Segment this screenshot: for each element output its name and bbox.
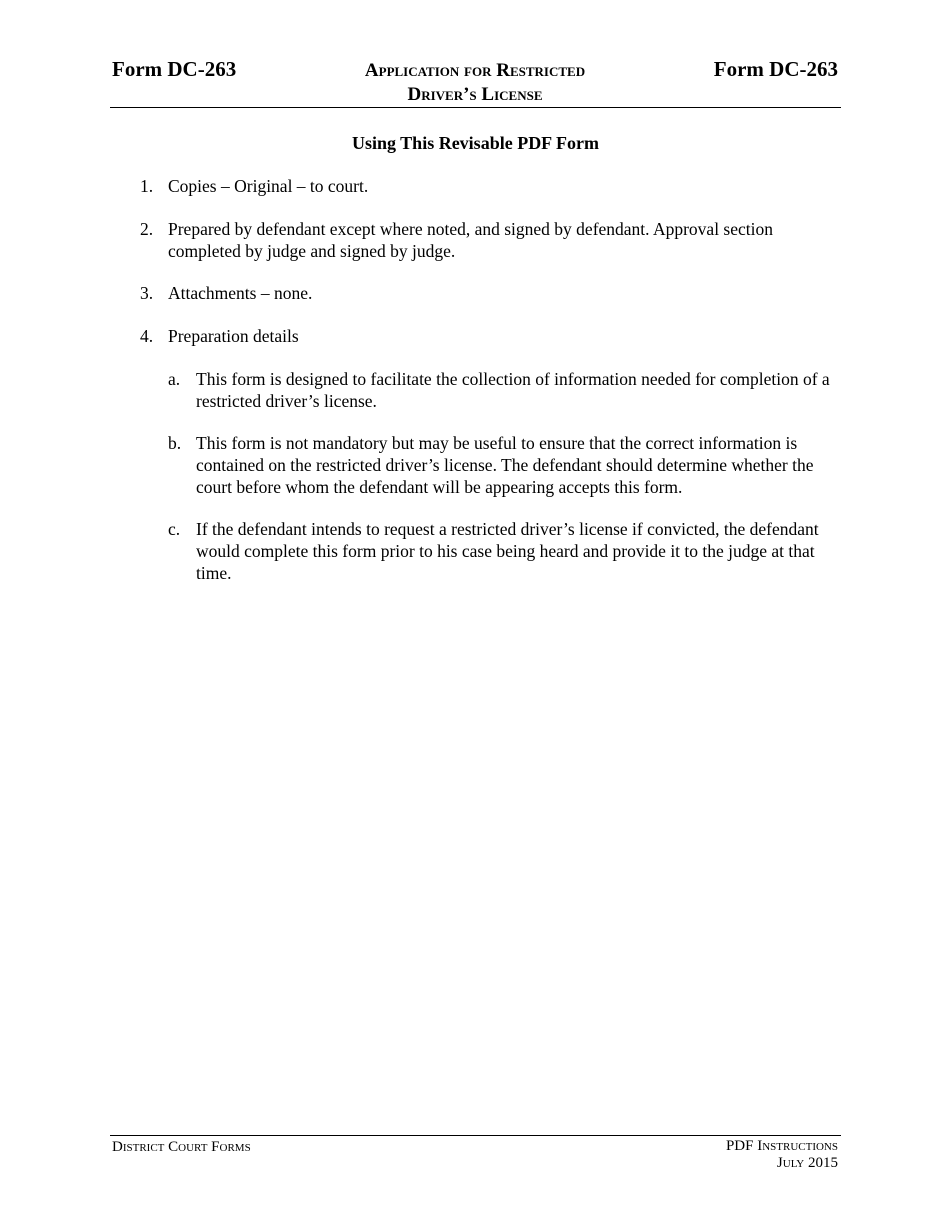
footer-divider <box>110 1135 841 1136</box>
list-item-number: 1. <box>140 176 154 196</box>
list-item-1 <box>140 175 840 197</box>
form-title-line-1: Application for Restricted <box>364 60 586 81</box>
sub-item-text: This form is not mandatory but may be useful to ensure that the correct information is contained on the restricted driver’s license. The defendant should determine whether the court before whom the defendant will be appearing accepts this form. <box>196 433 814 497</box>
section-title: Using This Revisable PDF Form <box>351 133 599 153</box>
footer-right-line-1: PDF Instructions <box>725 1138 838 1154</box>
form-number-left: Form DC-263 <box>112 57 237 81</box>
form-number-right: Form DC-263 <box>713 57 838 81</box>
sub-item-letter: a. <box>168 369 181 389</box>
form-title <box>275 59 675 107</box>
footer-right-line-2: July 2015 <box>776 1155 838 1171</box>
sub-item-letter: b. <box>168 433 182 453</box>
sub-item-text: This form is designed to facilitate the collection of information needed for completion of a restricted driver’s license. <box>196 369 830 411</box>
list-item-number: 3. <box>140 283 154 303</box>
list-item-text: Prepared by defendant except where noted, and signed by defendant. Approval section completed by judge and signed by judge. <box>168 219 773 261</box>
list-item-4 <box>140 325 840 347</box>
sub-item-c <box>168 518 840 584</box>
list-item-2 <box>140 218 840 262</box>
sub-item-text: If the defendant intends to request a restricted driver’s license if convicted, the defendant would complete this form prior to his case being heard and provide it to the judge at that time. <box>196 519 819 583</box>
list-item-text: Preparation details <box>168 326 299 346</box>
list-item-text: Attachments – none. <box>168 283 313 303</box>
sub-item-a <box>168 368 840 412</box>
footer-left: District Court Forms <box>112 1139 251 1155</box>
form-title-line-2: Driver’s License <box>407 84 543 105</box>
list-item-number: 2. <box>140 219 154 239</box>
sub-item-letter: c. <box>168 519 181 539</box>
list-item-number: 4. <box>140 326 154 346</box>
footer-right <box>726 1138 838 1172</box>
sub-item-b <box>168 432 840 498</box>
list-item-3 <box>140 282 840 304</box>
list-item-text: Copies – Original – to court. <box>168 176 369 196</box>
header-divider <box>110 107 841 108</box>
